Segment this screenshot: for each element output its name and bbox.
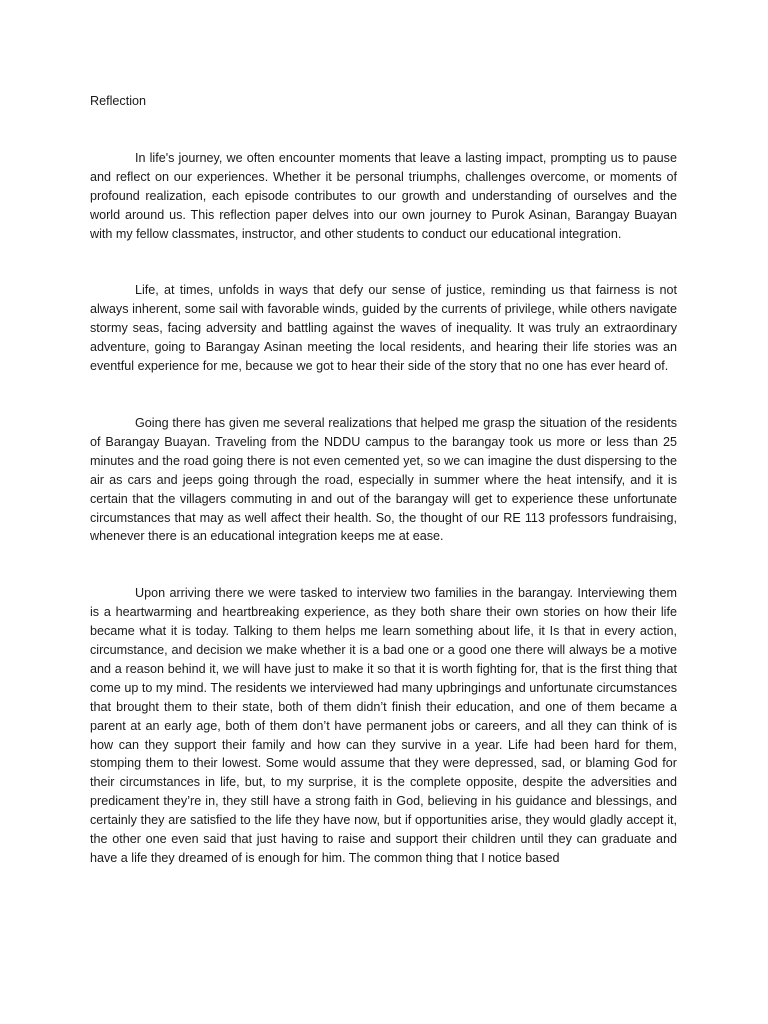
paragraph-justice: Life, at times, unfolds in ways that defy our sense of justice, reminding us that fairness is not always inherent, some sail with favorable winds, guided by the currents of privilege, while others navigate stormy seas, facing adversity and battling against the waves of inequality. It was truly an extraordinary adventure, going to Barangay Asinan meeting the local residents, and hearing their life stories was an eventful experience for me, because we got to hear their side of the story that no one has ever heard of. [90,283,677,374]
paragraph-intro: In life's journey, we often encounter moments that leave a lasting impact, prompting us to pause and reflect on our experiences. Whether it be personal triumphs, challenges overcome, or moments of profound realization, each episode contributes to our growth and understanding of ourselves and the world around us. This reflection paper delves into our own journey to Purok Asinan, Barangay Buayan with my fellow classmates, instructor, and other students to conduct our educational integration. [90,150,677,241]
document-title: Reflection [90,94,147,108]
paragraph-interview: Upon arriving there we were tasked to interview two families in the barangay. Interviewing them is a heartwarming and heartbreaking experience, as they both share their own stories on how their life became what it is today. Talking to them helps me learn something about life, it Is that in every action, circumstance, and decision we make whether it is a bad one or a good one there will always be a motive and a reason behind it, we will have just to make it so that it is worth fighting for, that is the first thing that come up to my mind. The residents we interviewed had many upbringings and unfortunate circumstances that brought them to their state, both of them didn’t finish their education, and one of them became a parent at an early age, both of them don’t have permanent jobs or careers, and all they can think of is how can they support their family and how can they survive in a year. Life had been hard for them, stomping them to their lowest. Some would assume that they were depressed, sad, or blaming God for their circumstances in life, but, to my surprise, it is the complete opposite, despite the adversities and predicament they’re in, they still have a strong faith in God, believing in his guidance and blessings, and certainly they are satisfied to the life they have now, but if opportunities arise, they would gladly accept it, the other one even said that just having to raise and support their children until they can graduate and have a life they dreamed of is enough for him. The common thing that I notice based [90,586,677,865]
document-page [90,92,677,906]
paragraph-realizations: Going there has given me several realizations that helped me grasp the situation of the residents of Barangay Buayan. Traveling from the NDDU campus to the barangay took us more or less than 25 minutes and the road going there is not even cemented yet, so we can imagine the dust dispersing to the air as cars and jeeps going through the road, especially in summer where the heat intensify, and it is certain that the villagers commuting in and out of the barangay will get to experience these unfortunate circumstances that may as well affect their health. So, the thought of our RE 113 professors fundraising, whenever there is an educational integration keeps me at ease. [90,415,677,544]
